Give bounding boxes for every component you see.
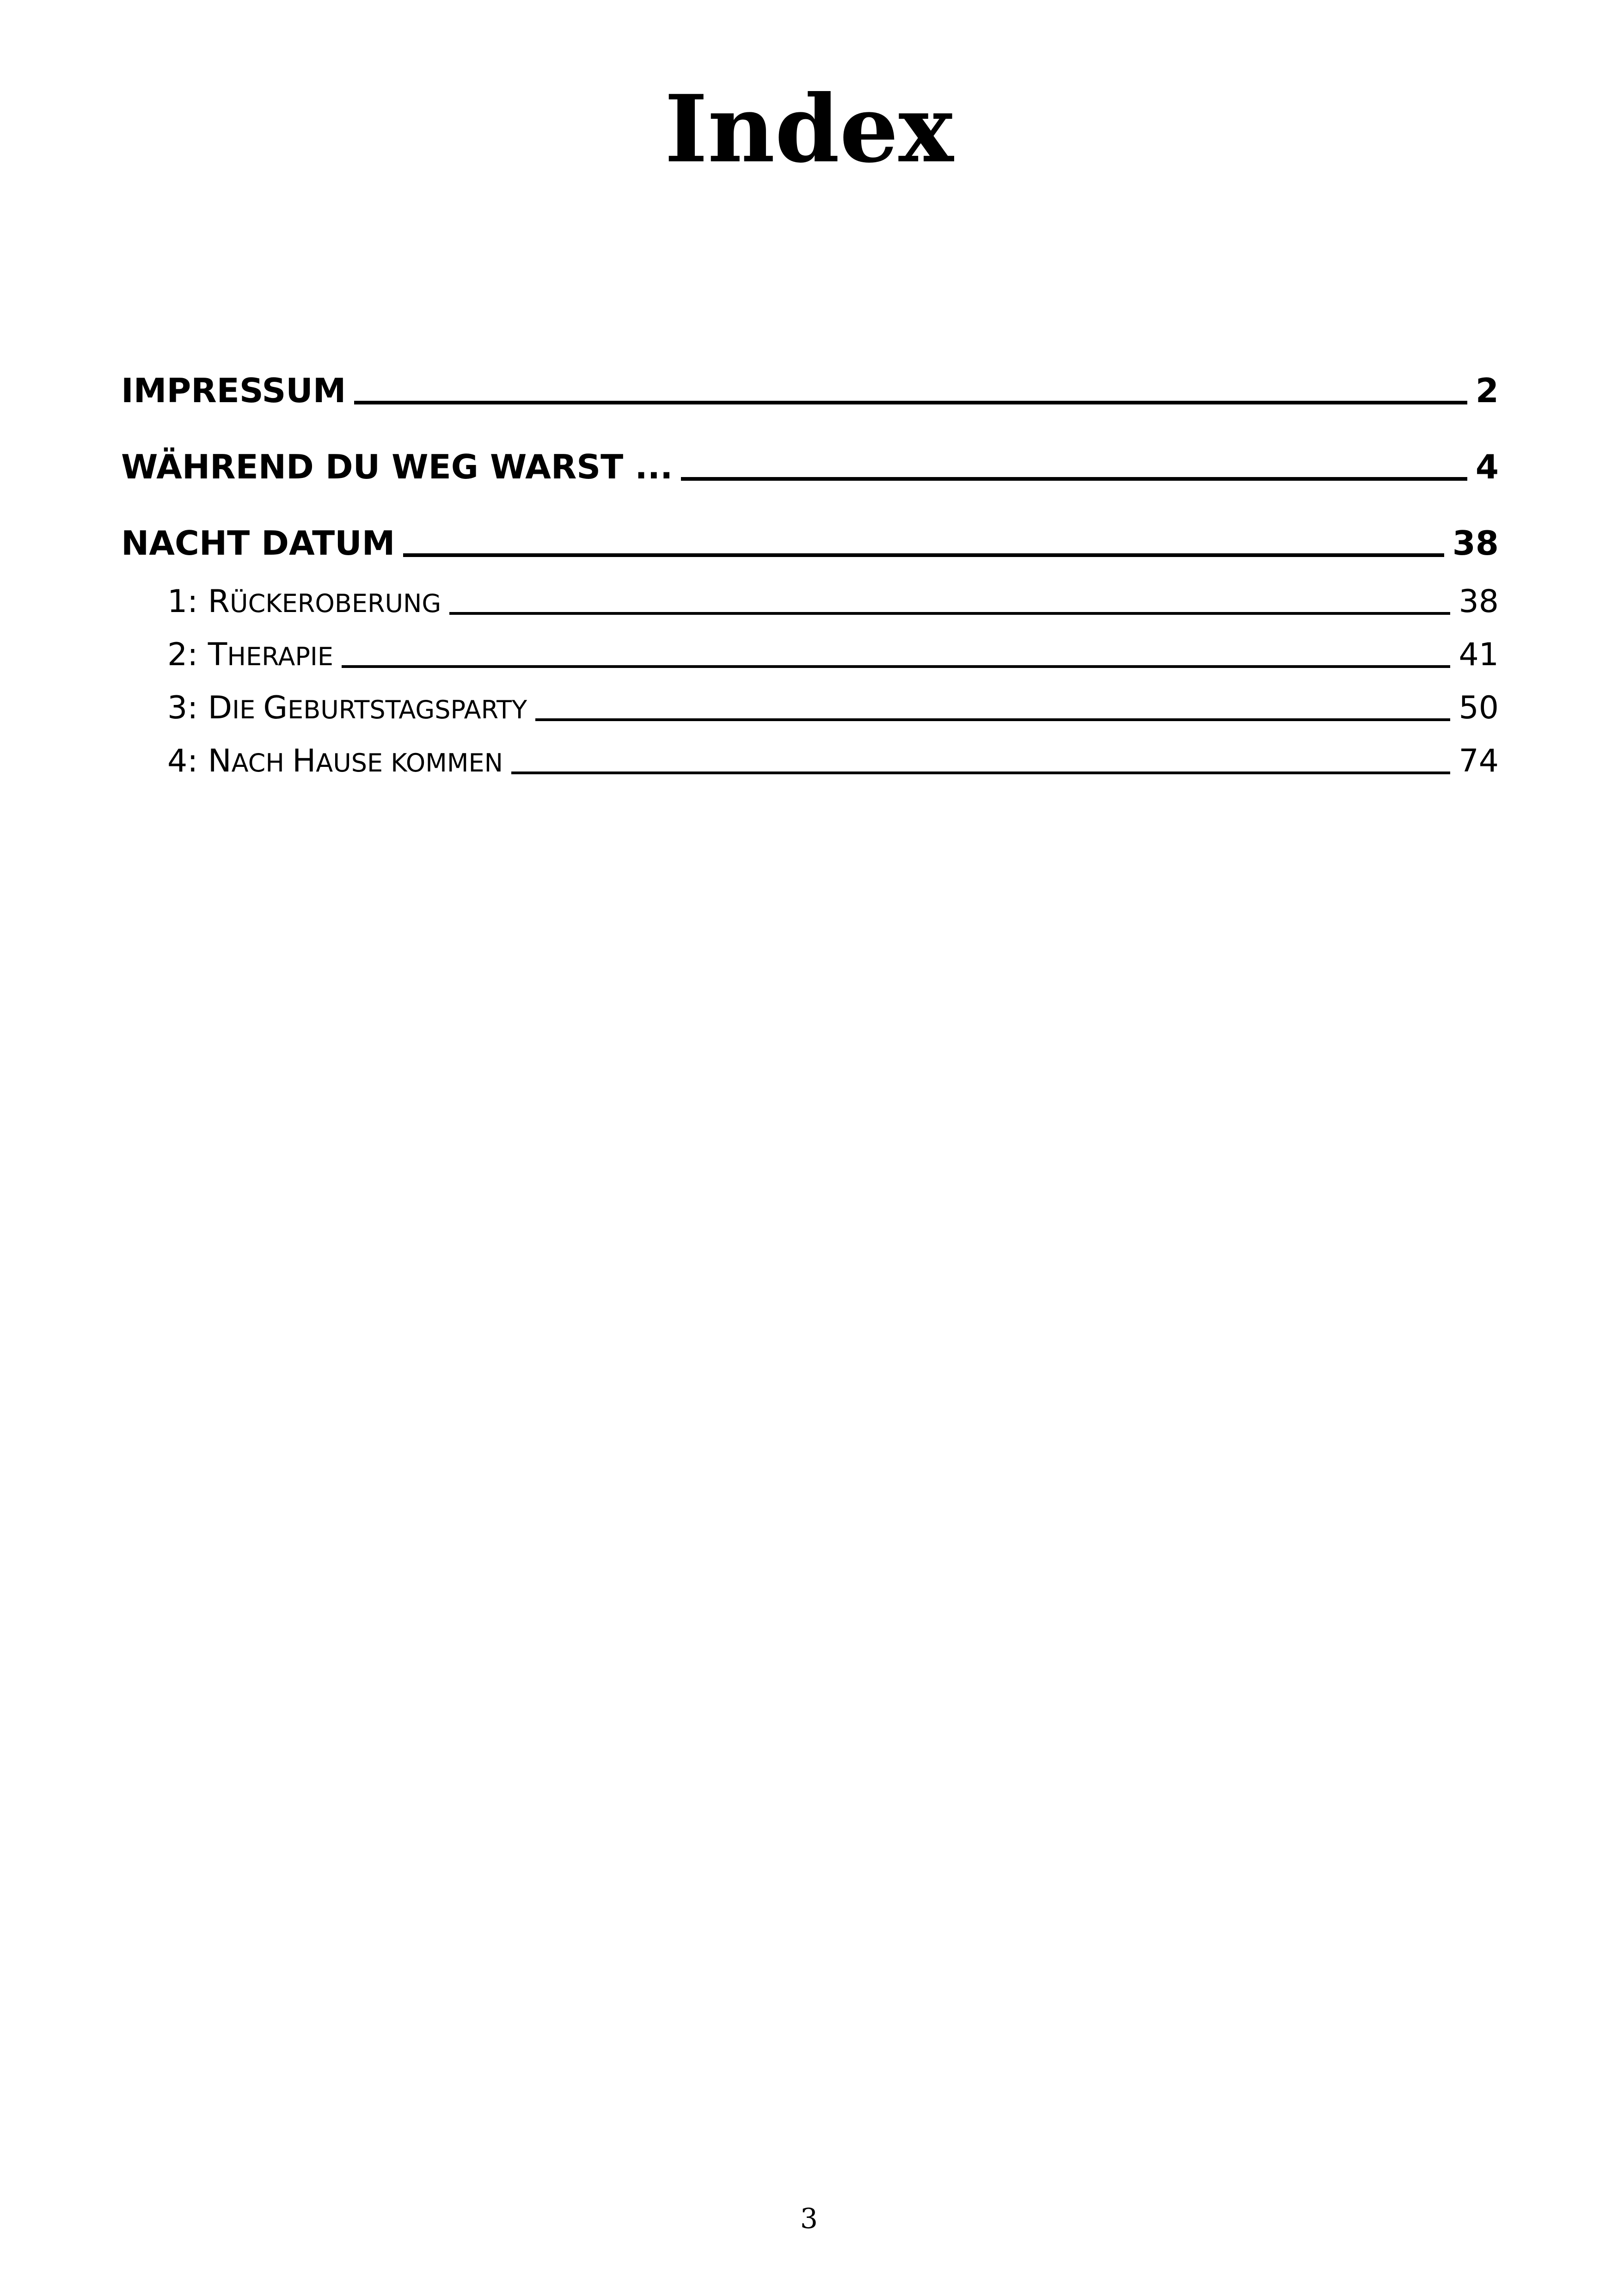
toc-entry-label: NACHT DATUM <box>121 524 395 563</box>
toc-leader-line <box>681 477 1467 481</box>
toc-subentry-page: 38 <box>1459 583 1499 620</box>
toc-entry-nacht-datum[interactable] <box>121 485 1499 562</box>
toc-entry-page: 4 <box>1475 447 1499 486</box>
toc-subentry-number: 1: <box>167 583 208 620</box>
toc-subentry-rueckeroberung[interactable] <box>121 566 1499 619</box>
toc-subentry-label <box>167 692 527 726</box>
toc-subentry-number: 3: <box>167 690 208 726</box>
toc-leader-line <box>342 665 1451 668</box>
toc-leader-line <box>535 718 1450 721</box>
toc-subentry-initial-2: G <box>263 690 288 726</box>
toc-subentry-number: 4: <box>167 743 208 779</box>
page-title: Index <box>664 75 954 184</box>
toc-subentry-die-geburtstagsparty[interactable] <box>121 673 1499 726</box>
toc-entry-label: IMPRESSUM <box>121 371 346 410</box>
toc-leader-line <box>403 553 1444 557</box>
toc-leader-line <box>449 612 1450 615</box>
toc-subentry-label <box>167 583 441 620</box>
toc-subentry-label <box>167 743 503 779</box>
toc-subentry-initial: N <box>208 743 232 779</box>
toc-leader-line <box>511 771 1451 774</box>
toc-subentry-rest-2: AUSE KOMMEN <box>316 748 503 778</box>
toc-entry-waehrend-du-weg-warst[interactable] <box>121 409 1499 485</box>
toc-subentry-initial: T <box>208 637 227 673</box>
toc-subentry-therapie[interactable] <box>121 619 1499 673</box>
toc-subentry-number: 2: <box>167 637 208 673</box>
toc-entry-label: WÄHREND DU WEG WARST ... <box>121 447 673 486</box>
toc-subentry-page: 41 <box>1459 637 1499 673</box>
toc-subentry-initial: D <box>208 690 233 726</box>
toc-subentry-nach-hause-kommen[interactable] <box>121 726 1499 779</box>
toc-subentry-rest: IE <box>232 695 264 724</box>
toc-entry-page: 2 <box>1475 371 1499 410</box>
toc-entry-page: 38 <box>1452 524 1499 563</box>
toc-entry-impressum[interactable] <box>121 333 1499 409</box>
toc-subentry-initial: R <box>208 583 230 620</box>
page-number: 3 <box>800 2203 818 2235</box>
toc-subentry-rest: ACH <box>231 748 293 778</box>
toc-subentry-page: 50 <box>1459 690 1499 726</box>
toc-subentry-page: 74 <box>1459 743 1499 779</box>
table-of-contents <box>121 333 1499 779</box>
toc-subentry-rest-2: EBURTSTAGSPARTY <box>288 695 527 724</box>
toc-leader-line <box>354 401 1467 404</box>
toc-subentry-label <box>167 639 333 673</box>
toc-subentry-initial-2: H <box>292 743 316 779</box>
toc-subentry-rest: ÜCKEROBERUNG <box>230 589 441 618</box>
toc-subentry-rest: HERAPIE <box>227 642 333 671</box>
